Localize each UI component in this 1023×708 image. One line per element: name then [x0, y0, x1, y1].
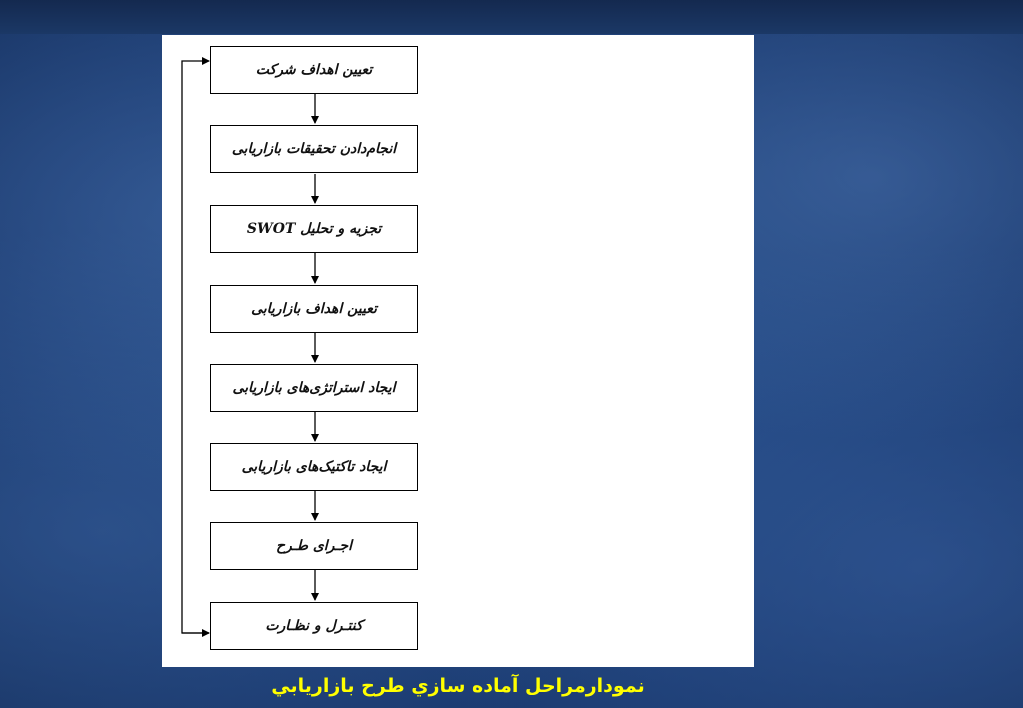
step-marketing-tactics: ايجاد تاكتيک‌های بازاريابی	[210, 443, 418, 491]
top-band	[0, 0, 1023, 34]
feedback-loop-line	[182, 61, 209, 633]
step-company-objectives: تعيين اهداف شركت	[210, 46, 418, 94]
step-swot-analysis: تجزيه و تحليل SWOT	[210, 205, 418, 253]
diagram-caption: نمودارمراحل آماده سازي طرح بازاريابي	[271, 675, 645, 697]
step-control-monitoring: كنتـرل و نظـارت	[210, 602, 418, 650]
step-marketing-objectives: تعيين اهداف بازاريابی	[210, 285, 418, 333]
step-marketing-research: انجام‌دادن تحقيقات بازاريابی	[210, 125, 418, 173]
step-marketing-strategies: ايجاد استراتژی‌های بازاريابی	[210, 364, 418, 412]
step-plan-execution: اجـرای طـرح	[210, 522, 418, 570]
flowchart-panel	[162, 35, 754, 667]
